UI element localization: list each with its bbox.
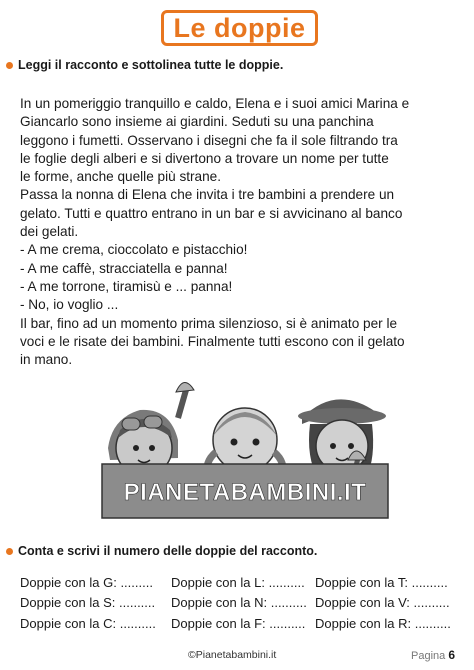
story-line: in mano.: [20, 352, 73, 368]
instruction-count-text: Conta e scrivi il numero delle doppie del racconto.: [18, 544, 318, 558]
instruction-count: [6, 544, 317, 558]
footer-page-label: Pagina: [411, 650, 446, 662]
story-line: voci e le risate dei bambini. Finalmente tutti escono con il gelato: [20, 333, 405, 349]
story-line: Giancarlo sono insieme ai giardini. Seduti su una panchina: [20, 114, 374, 130]
exercise-blank[interactable]: Doppie con la R: ..........: [315, 615, 451, 631]
title-box: [161, 10, 318, 46]
footer-site: ©Pianetabambini.it: [188, 649, 277, 661]
footer-page-number: 6: [448, 648, 456, 662]
story-line: le forme, anche quelle più strane.: [20, 169, 222, 185]
children-illustration: [100, 378, 390, 520]
exercise-blank[interactable]: Doppie con la F: ..........: [171, 615, 306, 631]
story-line: - A me torrone, tiramisù e ... panna!: [20, 278, 233, 294]
story-text: [20, 95, 465, 369]
sign-text: PIANETABAMBINI.IT: [123, 479, 367, 506]
exercise-blank[interactable]: Doppie con la G: .........: [20, 574, 153, 590]
story-line: gelato. Tutti e quattro entrano in un bar e si avvicinano al banco: [20, 205, 403, 221]
exercise-grid: [20, 572, 465, 634]
story-line: le foglie degli alberi e si divertono a trovare un nome per tutte: [20, 150, 389, 166]
story-line: - A me crema, cioccolato e pistacchio!: [20, 242, 248, 258]
story-line: In un pomeriggio tranquillo e caldo, Elena e i suoi amici Marina e: [20, 96, 410, 111]
bullet-icon: [6, 62, 13, 69]
exercise-row: [20, 593, 465, 614]
exercise-row: [20, 572, 465, 593]
bullet-icon: [6, 548, 13, 555]
page-title: Le doppie: [173, 12, 306, 43]
exercise-blank[interactable]: Doppie con la N: ..........: [171, 595, 307, 611]
exercise-row: [20, 613, 465, 634]
instruction-read-text: Leggi il racconto e sottolinea tutte le doppie.: [18, 58, 284, 72]
footer-page: [411, 648, 455, 662]
story-line: dei gelati.: [20, 224, 79, 240]
story-line: - A me caffè, stracciatella e panna!: [20, 260, 228, 276]
story-line: Passa la nonna di Elena che invita i tre bambini a prendere un: [20, 187, 395, 203]
story-line: Il bar, fino ad un momento prima silenzioso, si è animato per le: [20, 315, 398, 331]
exercise-blank[interactable]: Doppie con la L: ..........: [171, 574, 305, 590]
story-line: - No, io voglio ...: [20, 297, 119, 313]
exercise-blank[interactable]: Doppie con la C: ..........: [20, 615, 156, 631]
exercise-blank[interactable]: Doppie con la S: ..........: [20, 595, 156, 611]
exercise-blank[interactable]: Doppie con la T: ..........: [315, 574, 448, 590]
instruction-read: [6, 58, 283, 72]
exercise-blank[interactable]: Doppie con la V: ..........: [315, 595, 450, 611]
story-line: leggono i fumetti. Osservano i disegni che fa il sole filtrando tra: [20, 132, 398, 148]
